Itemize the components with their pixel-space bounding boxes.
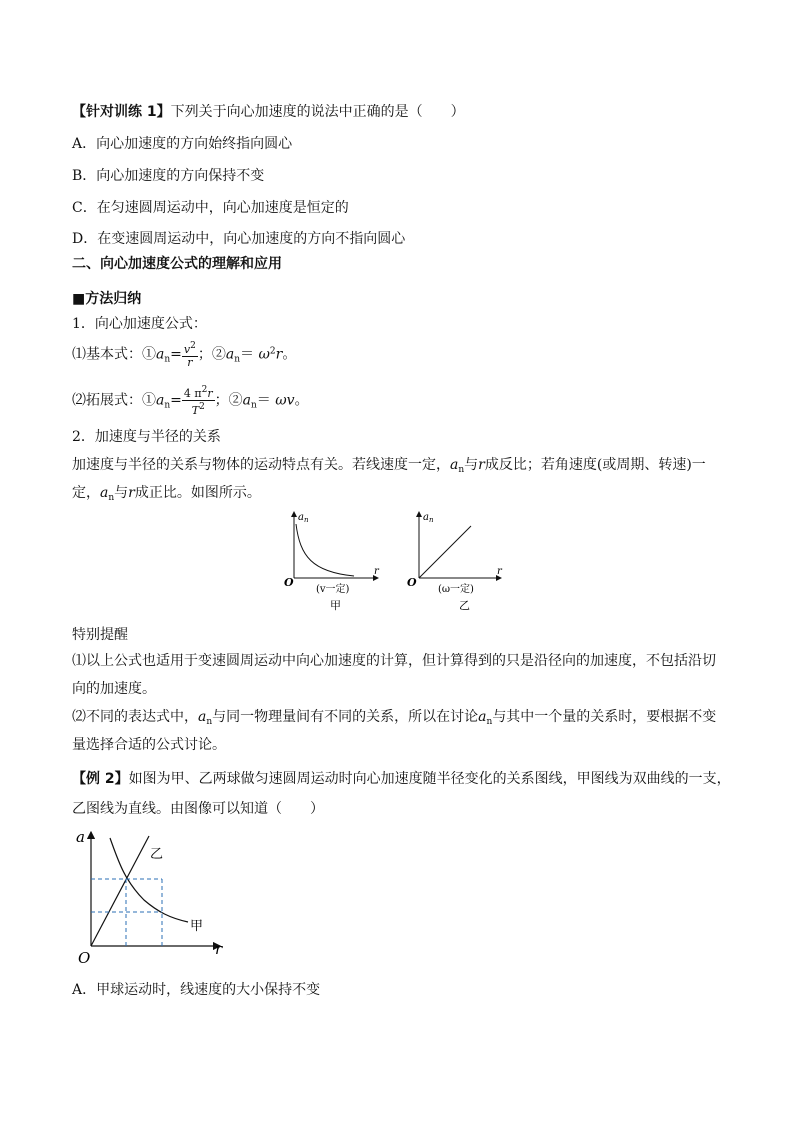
question-1-tag: 【针对训练 1】 (72, 104, 171, 120)
example-graph-label-yi: 乙 (150, 847, 164, 862)
fraction-v2-over-r: $\frac{v^2}{r}$ (183, 341, 196, 369)
example-graph (74, 826, 234, 966)
example-2-option-a: A．甲球运动时，线速度的大小保持不变 (72, 982, 321, 998)
question-1-text: 下列关于向心加速度的说法中正确的是（ ） (170, 104, 465, 120)
question-1-option-c: C．在匀速圆周运动中，向心加速度是恒定的 (72, 200, 349, 216)
fraction-4pi2r-over-t2: $\frac{4 \pi^2r}{T^2}$ (183, 385, 213, 417)
example-graph-x-label: r (215, 940, 223, 958)
relation-title: 2．加速度与半径的关系 (72, 429, 221, 445)
graph-hyperbola-name: 甲 (330, 599, 341, 612)
graph-line-condition: (ω一定) (438, 584, 474, 595)
question-1-option-b: B．向心加速度的方向保持不变 (72, 168, 265, 184)
graph-line-name: 乙 (459, 599, 470, 612)
example-graph-label-jia: 甲 (190, 919, 204, 934)
formula-title: 1．向心加速度公式： (72, 316, 207, 332)
example-2-line-2: 乙图线为直线。由图像可以知道（ ） (72, 801, 324, 817)
reminder-1-line-2: 向的加速度。 (72, 681, 156, 697)
reminder-2-line-1: ⑵不同的表达式中，$a_n$与同一物理量间有不同的关系，所以在讨论$a_n$与其中一个量的关系时，要根据不变 (72, 709, 717, 727)
graph-hyperbola-condition: (v一定) (316, 584, 350, 595)
formula-basic-mid: ；② (197, 346, 226, 363)
section-2-title: 二、向心加速度公式的理解和应用 (72, 256, 282, 272)
graph-hyperbola-y-label: $a_n$ (298, 512, 309, 524)
example-graph-origin: O (78, 949, 91, 966)
formula-basic: ⑴基本式：$①a_n=$ $\frac{v^2}{r}$ ；$②a_n= \omega^2r$。 (72, 341, 297, 369)
graph-line-x-label: r (497, 566, 502, 577)
example-graph-line (91, 836, 149, 946)
relation-text-2: 定，$a_n$与r成正比。如图所示。 (72, 485, 261, 503)
formula-basic-prefix: ⑴基本式：① (72, 346, 156, 363)
question-1-stem (72, 102, 465, 122)
example-2-tag: 【例 2】 (72, 771, 129, 787)
formula-extended-mid: ；② (214, 392, 243, 409)
relation-text-1: 加速度与半径的关系与物体的运动特点有关。若线速度一定，$a_n$与r成反比；若角速度(或周期、转速)一 (72, 457, 706, 475)
formula-extended: ⑵拓展式：$①a_n=$ $\frac{4 \pi^2r}{T^2}$ ；$②a_n= \omega v$。 (72, 385, 309, 417)
method-heading: ■方法归纳 (72, 291, 142, 307)
example-2-line-1: 【例 2】如图为甲、乙两球做匀速圆周运动时向心加速度随半径变化的关系图线，甲图线为双曲线的一支， (72, 771, 731, 787)
question-1-option-a: A．向心加速度的方向始终指向圆心 (72, 136, 293, 152)
question-1-option-d: D．在变速圆周运动中，向心加速度的方向不指向圆心 (72, 231, 406, 247)
graph-line-proportional (419, 526, 471, 578)
reminder-title: 特别提醒 (72, 627, 128, 643)
formula-extended-prefix: ⑵拓展式：① (72, 392, 156, 409)
graph-hyperbola (282, 506, 382, 616)
example-graph-curve (110, 838, 188, 922)
graph-line-y-label: $a_n$ (423, 512, 434, 524)
reminder-1-line-1: ⑴以上公式也适用于变速圆周运动中向心加速度的计算，但计算得到的只是沿径向的加速度，不包括沿切 (72, 653, 716, 669)
graph-line (405, 506, 505, 616)
graph-hyperbola-curve (296, 524, 354, 576)
graph-hyperbola-x-label: r (374, 566, 379, 577)
example-graph-y-label: a (76, 828, 85, 846)
graph-line-origin: O (407, 576, 417, 589)
graph-hyperbola-origin: O (284, 576, 294, 589)
reminder-2-line-2: 量选择合适的公式讨论。 (72, 737, 226, 753)
